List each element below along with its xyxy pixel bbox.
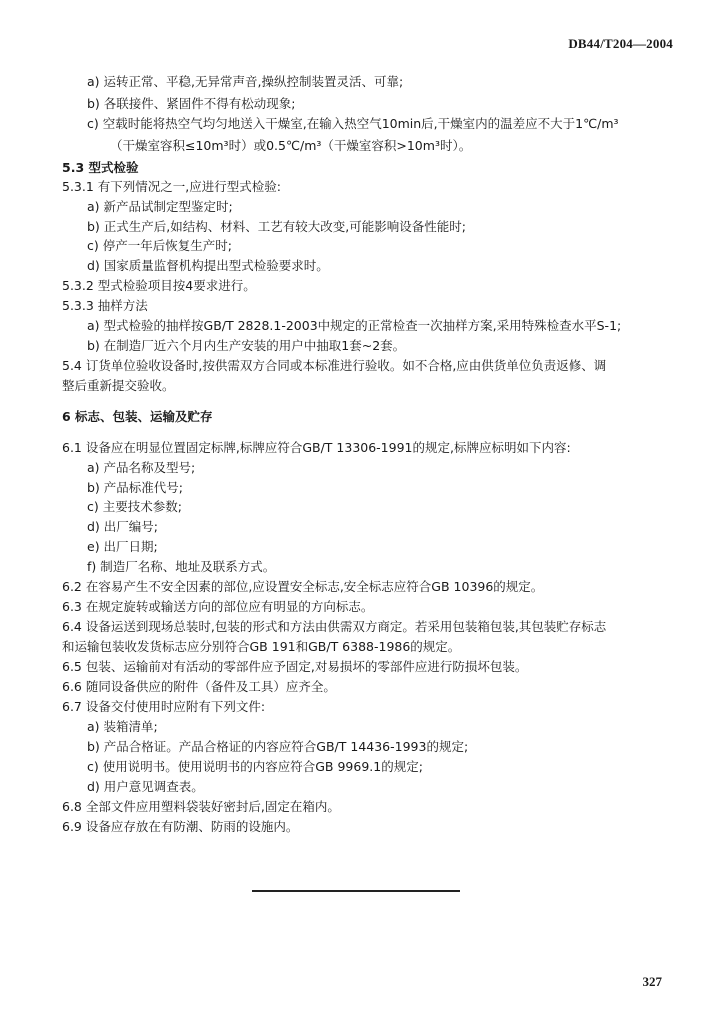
list-item: d) 用户意见调查表。 [87, 779, 204, 794]
list-item: c) 停产一年后恢复生产时; [87, 238, 232, 253]
list-item: b) 各联接件、紧固件不得有松动现象; [87, 96, 296, 111]
clause: 5.3.2 型式检验项目按4要求进行。 [62, 278, 256, 293]
clause: 6.6 随同设备供应的附件（备件及工具）应齐全。 [62, 679, 336, 694]
clause: 6.5 包装、运输前对有活动的零部件应予固定,对易损坏的零部件应进行防损坏包装。 [62, 659, 528, 674]
clause: 6.4 设备运送到现场总装时,包装的形式和方法由供需双方商定。若采用包装箱包装,其包装贮存标志 [62, 619, 607, 634]
clause: 5.3.3 抽样方法 [62, 298, 148, 313]
text-line: （干燥室容积≤10m³时）或0.5℃/m³（干燥室容积>10m³时）。 [110, 138, 472, 153]
list-item: b) 在制造厂近六个月内生产安装的用户中抽取1套~2套。 [87, 338, 406, 353]
list-item: f) 制造厂名称、地址及联系方式。 [87, 559, 276, 574]
list-item: d) 出厂编号; [87, 519, 158, 534]
clause: 6.8 全部文件应用塑料袋装好密封后,固定在箱内。 [62, 799, 340, 814]
list-item: e) 出厂日期; [87, 539, 158, 554]
clause: 6.9 设备应存放在有防潮、防雨的设施内。 [62, 819, 299, 834]
end-rule [252, 890, 460, 892]
document-code: DB44/T204—2004 [568, 36, 673, 51]
clause: 5.4 订货单位验收设备时,按供需双方合同或本标准进行验收。如不合格,应由供货单位负责返修、调 [62, 358, 607, 373]
list-item: c) 使用说明书。使用说明书的内容应符合GB 9969.1的规定; [87, 759, 423, 774]
section-heading: 5.3 型式检验 [62, 160, 139, 175]
list-item: c) 主要技术参数; [87, 499, 182, 514]
clause: 6.1 设备应在明显位置固定标牌,标牌应符合GB/T 13306-1991的规定,标牌应标明如下内容: [62, 440, 571, 455]
list-item: a) 新产品试制定型鉴定时; [87, 199, 233, 214]
list-item: b) 产品合格证。产品合格证的内容应符合GB/T 14436-1993的规定; [87, 739, 469, 754]
list-item: d) 国家质量监督机构提出型式检验要求时。 [87, 258, 329, 273]
clause: 6.7 设备交付使用时应附有下列文件: [62, 699, 266, 714]
list-item: a) 产品名称及型号; [87, 460, 196, 475]
clause: 6.3 在规定旋转或输送方向的部位应有明显的方向标志。 [62, 599, 374, 614]
list-item: a) 装箱清单; [87, 719, 158, 734]
list-item: b) 正式生产后,如结构、材料、工艺有较大改变,可能影响设备性能时; [87, 219, 466, 234]
page-number: 327 [642, 974, 662, 989]
clause: 5.3.1 有下列情况之一,应进行型式检验: [62, 179, 281, 194]
list-item: c) 空载时能将热空气均匀地送入干燥室,在输入热空气10min后,干燥室内的温差应不大于1℃/m³ [87, 116, 619, 131]
text-line: 整后重新提交验收。 [62, 378, 175, 393]
text-line: 和运输包装收发货标志应分别符合GB 191和GB/T 6388-1986的规定。 [62, 639, 461, 654]
clause: 6.2 在容易产生不安全因素的部位,应设置安全标志,安全标志应符合GB 10396的规定。 [62, 579, 544, 594]
list-item: a) 运转正常、平稳,无异常声音,操纵控制装置灵活、可靠; [87, 74, 404, 89]
list-item: b) 产品标准代号; [87, 480, 183, 495]
list-item: a) 型式检验的抽样按GB/T 2828.1-2003中规定的正常检查一次抽样方案,采用特殊检查水平S-1; [87, 318, 622, 333]
section-heading: 6 标志、包装、运输及贮存 [62, 409, 213, 424]
